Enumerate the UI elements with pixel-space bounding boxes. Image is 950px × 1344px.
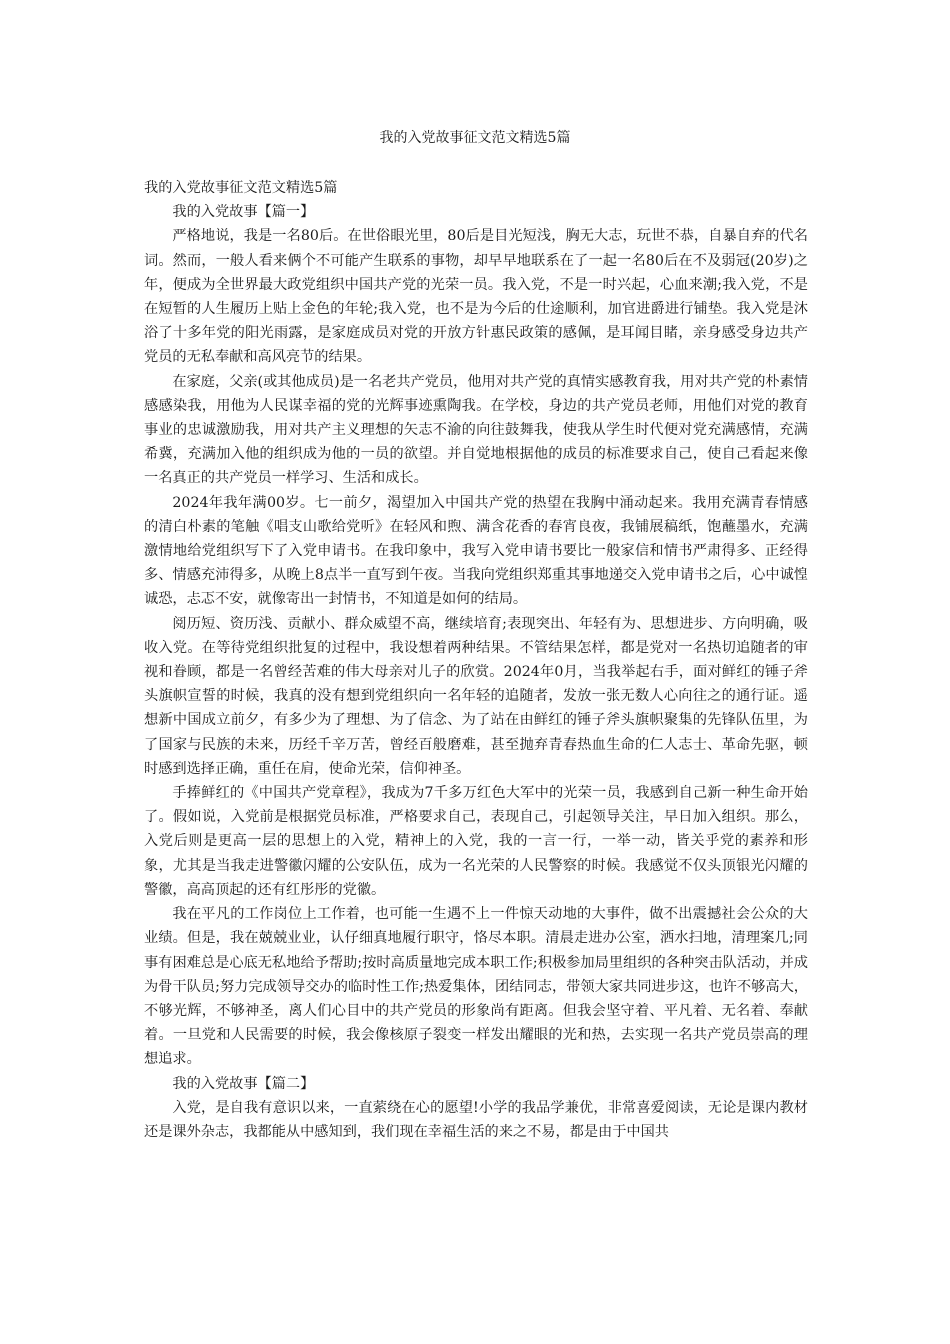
section-heading-one: 我的入党故事【篇一】: [172, 204, 315, 221]
document-body: [144, 176, 808, 1144]
paragraph: 严格地说，我是一名80后。在世俗眼光里，80后是目光短浅，胸无大志，玩世不恭，自暴自弃的代名词。然而，一般人看来俩个不可能产生联系的事物，却早早地联系在了一起一名80后在不及弱冠(20岁)之年，便成为全世界最大政党组织中国共产党的光荣一员。我入党，不是一时兴起，心血来潮;我入党，不是在短暂的人生履历上贴上金色的年轮;我入党，也不是为今后的仕途顺利，加官进爵进行铺垫。我入党是沐浴了十多年党的阳光雨露，是家庭成员对党的开放方针惠民政策的感佩，是耳闻目睹，亲身感受身边共产党员的无私奉献和高风亮节的结果。: [144, 228, 808, 366]
document-heading: 我的入党故事征文范文精选5篇: [144, 180, 338, 196]
paragraph: 2024年我年满00岁。七一前夕，渴望加入中国共产党的热望在我胸中涌动起来。我用充满青春情感的清白朴素的笔触《唱支山歌给党听》在轻风和煦、满含花香的春宵良夜，我铺展稿纸，饱蘸墨水，充满激情地给党组织写下了入党申请书。在我印象中，我写入党申请书要比一般家信和情书严肃得多、正经得多、情感充沛得多，从晚上8点半一直写到午夜。当我向党组织郑重其事地递交入党申请书之后，心中诚惶诚恐，忐忑不安，就像寄出一封情书，不知道是如何的结局。: [144, 494, 808, 608]
paragraph: 在家庭，父亲(或其他成员)是一名老共产党员，他用对共产党的真情实感教育我，用对共产党的朴素情感感染我，用他为人民谋幸福的党的光辉事迹熏陶我。在学校，身边的共产党员老师，用他们对党的教育事业的忠诚激励我，用对共产主义理想的矢志不渝的向往鼓舞我，使我从学生时代便对党充满感情，充满希冀，充满加入他的组织成为他的一员的欲望。并自觉地根据他的成员的标准要求自己，使自己看起来像一名真正的共产党员一样学习、生活和成长。: [144, 373, 808, 487]
paragraph: 阅历短、资历浅、贡献小、群众威望不高，继续培育;表现突出、年轻有为、思想进步、方向明确，吸收入党。在等待党组织批复的过程中，我设想着两种结果。不管结果怎样，都是党对一名热切追随者的审视和眷顾，都是一名曾经苦难的伟大母亲对儿子的欣赏。2024年0月，当我举起右手，面对鲜红的锤子斧头旗帜宣誓的时候，我真的没有想到党组织向一名年轻的追随者，发放一张无数人心向往之的通行证。遥想新中国成立前夕，有多少为了理想、为了信念、为了站在由鲜红的锤子斧头旗帜聚集的先锋队伍里，为了国家与民族的未来，历经千辛万苦，曾经百般磨难，甚至抛弃青春热血生命的仁人志士、革命先驱，顿时感到选择正确，重任在肩，使命光荣，信仰神圣。: [144, 615, 808, 777]
section-heading-two: 我的入党故事【篇二】: [172, 1075, 315, 1092]
paragraph: 手捧鲜红的《中国共产党章程》，我成为7千多万红色大军中的光荣一员，我感到自己新一种生命开始了。假如说，入党前是根据党员标准，严格要求自己，表现自己，引起领导关注，早日加入组织。那么，入党后则是更高一层的思想上的入党，精神上的入党，我的一言一行，一举一动，皆关乎党的素养和形象，尤其是当我走进警徽闪耀的公安队伍，成为一名光荣的人民警察的时候。我感觉不仅头顶银光闪耀的警徽，高高顶起的还有红彤彤的党徽。: [144, 785, 808, 898]
paragraph: 我在平凡的工作岗位上工作着，也可能一生遇不上一件惊天动地的大事件，做不出震撼社会公众的大业绩。但是，我在兢兢业业，认仔细真地履行职守，恪尽本职。清晨走进办公室，洒水扫地，清理案几;同事有困难总是心底无私地给予帮助;按时高质量地完成本职工作;积极参加局里组织的各种突击队活动，并成为骨干队员;努力完成领导交办的临时性工作;热爱集体，团结同志，带领大家共同进步这，也许不够高大，不够光辉，不够神圣，离人们心目中的共产党员的形象尚有距离。但我会坚守着、平凡着、无名着、奉献着。一旦党和人民需要的时候，我会像核原子裂变一样发出耀眼的光和热，去实现一名共产党员崇高的理想追求。: [144, 906, 808, 1068]
paragraph: 入党，是自我有意识以来，一直萦绕在心的愿望!小学的我品学兼优，非常喜爱阅读，无论是课内教材还是课外杂志，我都能从中感知到，我们现在幸福生活的来之不易，都是由于中国共: [144, 1099, 808, 1140]
page-title: 我的入党故事征文范文精选5篇: [379, 130, 571, 146]
